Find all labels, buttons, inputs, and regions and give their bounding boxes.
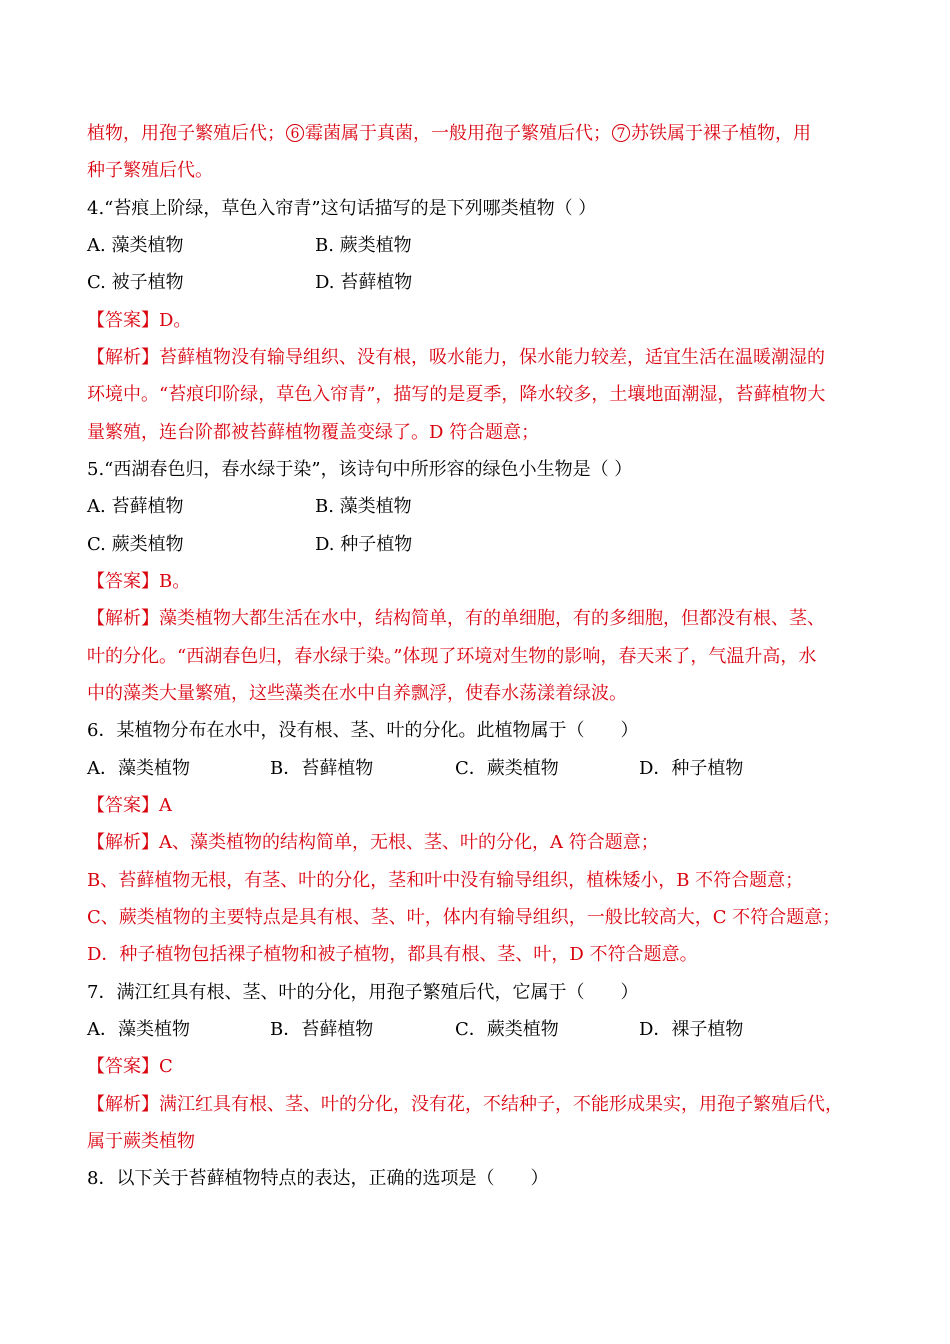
q7-option-d: D．裸子植物 [639, 1019, 744, 1040]
question-6: 6．某植物分布在水中，没有根、茎、叶的分化。此植物属于（ ） [87, 720, 639, 741]
q4-option-d: D. 苔藓植物 [315, 272, 413, 293]
q5-option-c: C. 蕨类植物 [87, 534, 184, 555]
q7-option-c: C．蕨类植物 [455, 1019, 559, 1040]
question-4: 4.“苔痕上阶绿，草色入帘青”这句话描写的是下列哪类植物（ ） [87, 198, 597, 219]
q5-analysis-line-1: 【解析】藻类植物大都生活在水中，结构简单，有的单细胞，有的多细胞，但都没有根、茎、 [87, 608, 825, 629]
q4-option-c: C. 被子植物 [87, 272, 184, 293]
q4-analysis-line-1: 【解析】苔藓植物没有输导组织、没有根，吸水能力，保水能力较差，适宜生活在温暖潮湿的 [87, 347, 825, 368]
circled-number-6: 6 [286, 124, 304, 142]
q6-answer: 【答案】A [87, 795, 172, 816]
intro-line-2: 种子繁殖后代。 [87, 160, 213, 181]
q6-option-a: A．藻类植物 [87, 758, 190, 779]
q7-analysis-line-1: 【解析】满江红具有根、茎、叶的分化，没有花，不结种子，不能形成果实，用孢子繁殖后代， [87, 1094, 843, 1115]
q7-option-a: A．藻类植物 [87, 1019, 190, 1040]
question-7: 7．满江红具有根、茎、叶的分化，用孢子繁殖后代，它属于（ ） [87, 982, 639, 1003]
q6-option-c: C．蕨类植物 [455, 758, 559, 779]
q5-answer: 【答案】B。 [87, 571, 191, 592]
q5-option-b: B. 藻类植物 [315, 496, 412, 517]
q4-answer: 【答案】D。 [87, 310, 192, 331]
q4-analysis-line-3: 量繁殖，连台阶都被苔藓植物覆盖变绿了。D 符合题意； [87, 422, 540, 443]
question-8: 8．以下关于苔藓植物特点的表达，正确的选项是（ ） [87, 1168, 549, 1189]
q5-analysis-line-2: 叶的分化。“西湖春色归，春水绿于染。”体现了环境对生物的影响，春天来了，气温升高，水 [87, 646, 817, 667]
q6-option-b: B．苔藓植物 [270, 758, 374, 779]
q5-option-d: D. 种子植物 [315, 534, 413, 555]
q6-option-d: D．种子植物 [639, 758, 744, 779]
q7-answer: 【答案】C [87, 1056, 173, 1077]
q4-analysis-line-2: 环境中。“苔痕印阶绿，草色入帘青”，描写的是夏季，降水较多，土壤地面潮湿，苔藓植物大 [87, 384, 826, 405]
question-5: 5.“西湖春色归，春水绿于染”，该诗句中所形容的绿色小生物是（ ） [87, 459, 633, 480]
intro-line-1: 植物，用孢子繁殖后代； 6 霉菌属于真菌，一般用孢子繁殖后代； 7 苏铁属于裸子植物，用 [87, 123, 811, 144]
q7-option-b: B．苔藓植物 [270, 1019, 374, 1040]
circled-number-7: 7 [612, 124, 630, 142]
q6-analysis-line-3: C、蕨类植物的主要特点是具有根、茎、叶，体内有输导组织，一般比较高大，C 不符合题意； [87, 907, 841, 928]
q7-analysis-line-2: 属于蕨类植物 [87, 1131, 195, 1152]
q6-analysis-line-4: D．种子植物包括裸子植物和被子植物，都具有根、茎、叶，D 不符合题意。 [87, 944, 698, 965]
q5-analysis-line-3: 中的藻类大量繁殖，这些藻类在水中自养飘浮，使春水荡漾着绿波。 [87, 683, 627, 704]
q6-analysis-line-1: 【解析】A、藻类植物的结构简单，无根、茎、叶的分化，A 符合题意； [87, 832, 659, 853]
q4-option-a: A. 藻类植物 [87, 235, 184, 256]
q5-option-a: A. 苔藓植物 [87, 496, 184, 517]
q4-option-b: B. 蕨类植物 [315, 235, 412, 256]
q6-analysis-line-2: B、苔藓植物无根，有茎、叶的分化，茎和叶中没有输导组织，植株矮小，B 不符合题意； [87, 870, 804, 891]
